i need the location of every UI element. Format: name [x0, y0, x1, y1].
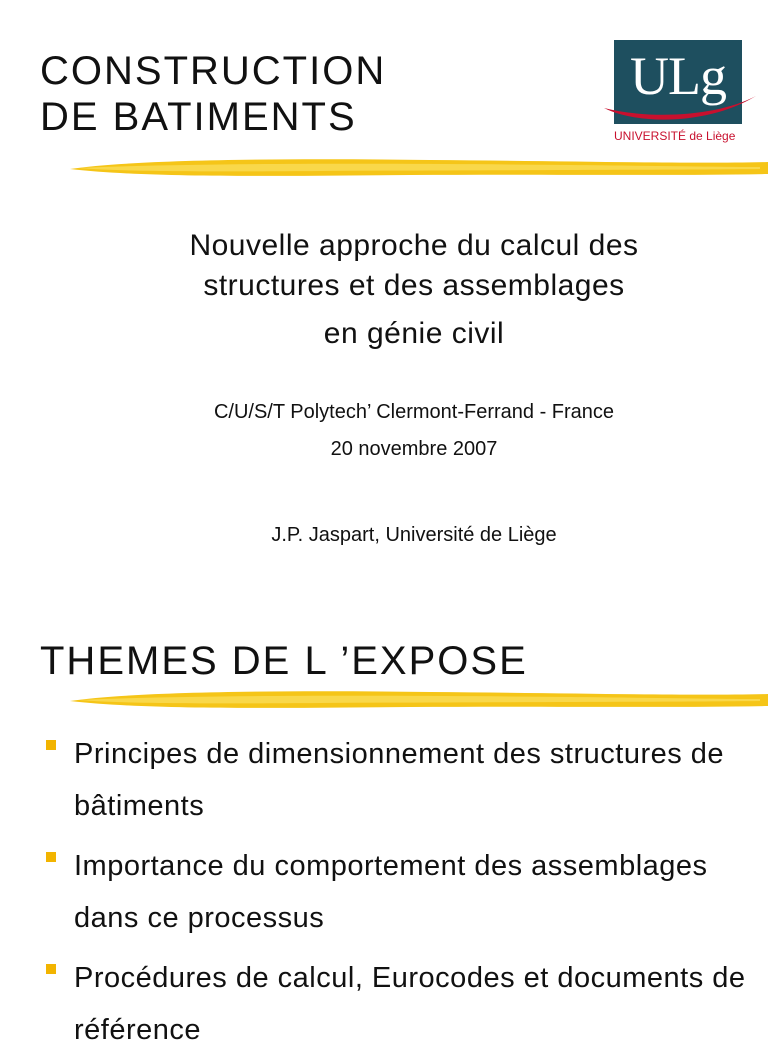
- square-bullet-icon: [46, 964, 56, 974]
- square-bullet-icon: [46, 740, 56, 750]
- subtitle-line-2: structures et des assemblages: [203, 269, 625, 302]
- list-item: [46, 728, 746, 832]
- author: J.P. Jaspart, Université de Liège: [271, 524, 557, 546]
- slide-title: THEMES DE L ’EXPOSE: [40, 639, 528, 683]
- square-bullet-icon: [46, 852, 56, 862]
- logo-letters: ULg: [630, 46, 726, 106]
- bullet-text: Principes de dimensionnement des structures de bâtiments: [74, 738, 725, 822]
- subtitle-line-3: en génie civil: [323, 317, 505, 350]
- title-line-1: CONSTRUCTION: [40, 49, 387, 93]
- yellow-brush-underline: [70, 686, 768, 716]
- subtitle-line-1: Nouvelle approche du calcul des: [189, 229, 639, 262]
- presentation-date: 20 novembre 2007: [330, 438, 498, 460]
- themes-slide: [0, 600, 768, 1046]
- bullet-text: Importance du comportement des assemblages dans ce processus: [74, 850, 708, 934]
- ulg-logo: [600, 38, 760, 148]
- logo-caption: UNIVERSITÉ de Liège: [614, 129, 736, 143]
- list-item: [46, 840, 746, 944]
- list-item: [46, 952, 746, 1056]
- slide-title: [40, 48, 386, 140]
- title-line-2: DE BATIMENTS: [40, 95, 357, 139]
- yellow-brush-underline: [70, 154, 768, 184]
- bullet-text: Procédures de calcul, Eurocodes et documents de référence: [74, 962, 746, 1046]
- venue: C/U/S/T Polytech’ Clermont-Ferrand - France: [213, 401, 615, 423]
- themes-list: [46, 728, 746, 1064]
